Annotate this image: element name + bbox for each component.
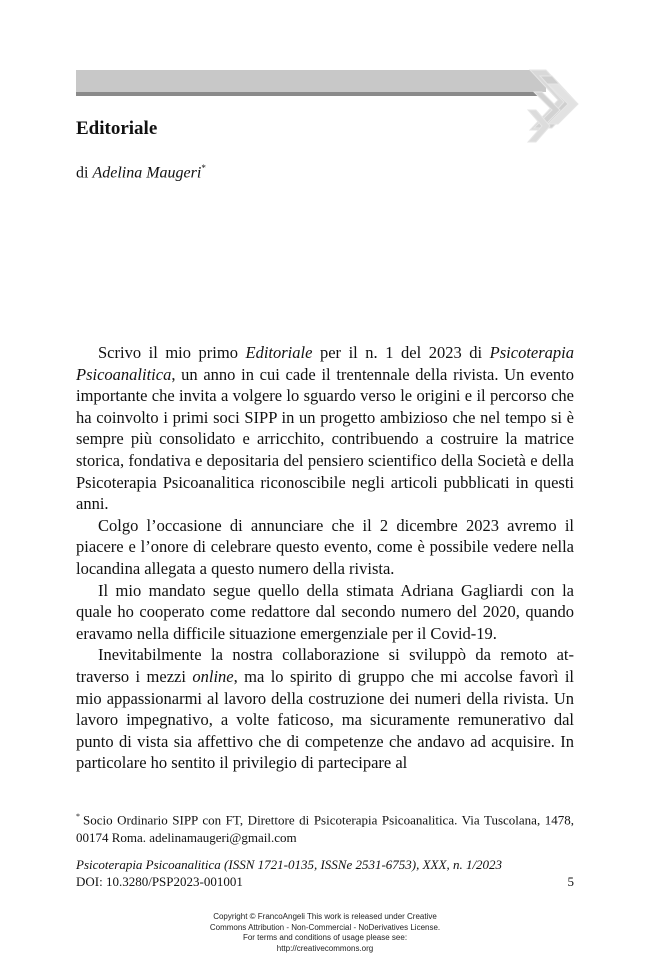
text-run: Inevitabilmente la nostra collaborazione si sviluppò da remoto attraverso i mezzi [76,645,574,686]
footnote-mark: * [76,812,80,821]
text-run: , ma lo spirito di gruppo che mi accolse favorì il mio appassionarmi al lavoro della costruzione dei numeri della rivista. Un lavoro impegnativo, a volte faticoso, ma sicuramente remunerativo dal punto di vista sia affettivo che di competenze che andavo ad acquisire. In particolare ho sentito il privilegio di partecipare al [76,666,575,773]
header-gray-band [76,70,546,92]
text-run: Scrivo il mio primo [98,343,246,362]
text-run: , un anno in cui cade il trentennale della rivista. Un evento importante che invita a volgere lo sguardo verso le origini e il percorso che ha coinvolto i primi soci SIPP in un progetto ambizioso che nel tempo si è sempre più consolidato e arricchito, contribuendo a costruire la matrice storica, fondativa e depositaria del pensiero scientifico della Società e della Psicoterapia Psicoanalitica riconoscibile negli articoli pubblicati in questi anni. [76,364,574,514]
author-name: Adelina Maugeri [92,164,202,182]
article-body [76,342,574,774]
paragraph-2: Colgo l’occasione di annunciare che il 2 dicembre 2023 avremo il piacere e l’onore di celebrare questo evento, come è possibile vedere nella locandina allegata a questo numero della rivista. [76,515,574,578]
italic-text: Psicoterapia Psicoanalitica [76,343,574,384]
journal-citation: Psicoterapia Psicoanalitica (ISSN 1721-0135, ISSNe 2531-6753), XXX, n. 1/2023 [76,857,503,872]
paragraph-4 [76,644,574,774]
header-dark-rule [76,92,538,96]
byline [76,163,206,182]
paragraph-3: Il mio mandato segue quello della stimata Adriana Gagliardi con la quale ho cooperato come redattore dal secondo numero del 2020, quando eravamo nella difficile situazione emergenziale per il Covid-19. [76,580,574,643]
article-title: Editoriale [76,118,158,139]
license-notice [0,912,650,954]
license-line: For terms and conditions of usage please see: [242,933,408,942]
byline-prefix: di [76,164,93,182]
italic-text: Editoriale [245,343,313,362]
paragraph-1 [76,342,574,515]
italic-text: online [192,666,234,686]
license-line: Commons Attribution - Non-Commercial - NoDerivatives License. [209,922,441,932]
license-line: http://creativecommons.org [276,943,374,953]
license-line: Copyright © FrancoAngeli This work is released under Creative [213,912,437,921]
footnote [76,808,574,847]
footnote-text: Socio Ordinario SIPP con FT, Direttore di Psicoterapia Psicoanalitica. Via Tuscolana, 1478, 00174 Roma. adelinamaugeri@gmail.com [76,812,574,846]
doi: DOI: 10.3280/PSP2023-001001 [76,874,243,889]
text-run: per il n. 1 del 2023 di [312,343,490,362]
journal-info [76,856,574,890]
footnote-marker: * [201,163,206,173]
page-number: 5 [567,874,574,889]
